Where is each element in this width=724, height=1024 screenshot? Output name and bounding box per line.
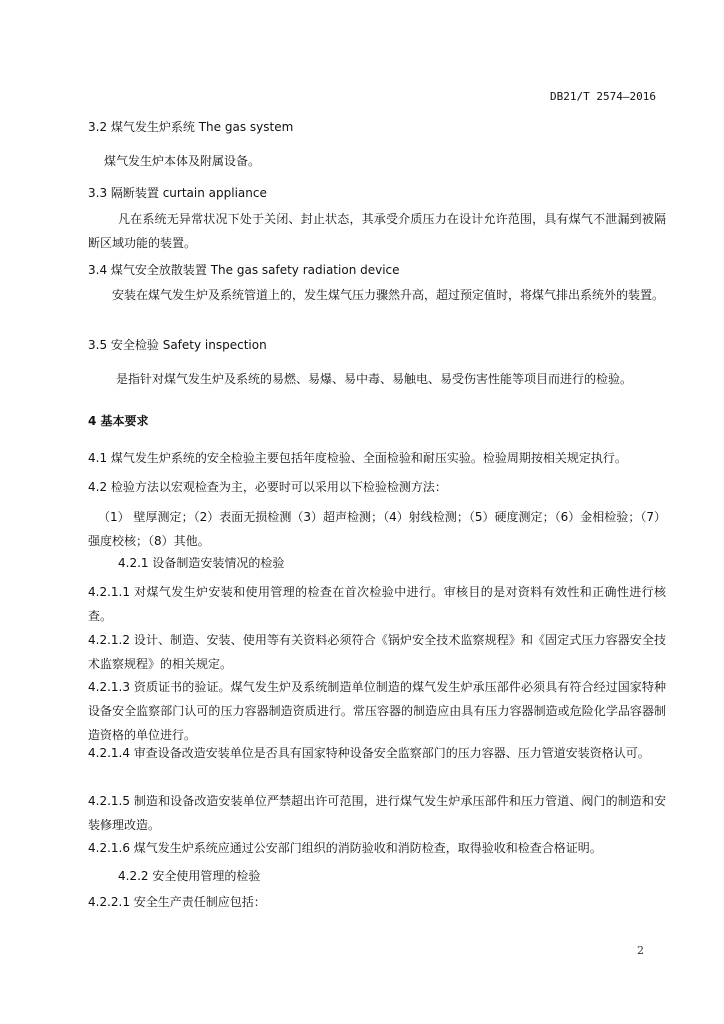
section-4-2-1-3-text: 4.2.1.3 资质证书的验证。煤气发生炉及系统制造单位制造的煤气发生炉承压部件必须具有符合经过国家特种设备安全监察部门认可的压力容器制造资质进行。常压容器的制造应由具有压力容器制造或危险化学品容器制造资格的单位进行。 [88, 680, 666, 742]
section-4-2-1-heading: 4.2.1 设备制造安装情况的检验 [118, 556, 285, 570]
section-3-3-heading: 3.3 隔断装置 curtain appliance [88, 186, 267, 200]
section-3-2-body: 煤气发生炉本体及附属设备。 [104, 154, 261, 168]
section-3-5-body: 是指针对煤气发生炉及系统的易燃、易爆、易中毒、易触电、易受伤害性能等项目而进行的检验。 [116, 372, 633, 386]
section-4-2-1-4-text: 4.2.1.4 审查设备改造安装单位是否具有国家特种设备安全监察部门的压力容器、压力管道安装资格认可。 [88, 746, 650, 760]
section-4-2-1-5-text: 4.2.1.5 制造和设备改造安装单位严禁超出许可范围，进行煤气发生炉承压部件和压力管道、阀门的制造和安装修理改造。 [88, 794, 666, 832]
section-4-2-1-1-text: 4.2.1.1 对煤气发生炉安装和使用管理的检查在首次检验中进行。审核目的是对资料有效性和正确性进行核查。 [88, 585, 666, 623]
section-4-heading: 4 基本要求 [88, 414, 149, 428]
section-4-2-1-6-text: 4.2.1.6 煤气发生炉系统应通过公安部门组织的消防验收和消防检查，取得验收和检查合格证明。 [88, 841, 602, 855]
section-4-1-text: 4.1 煤气发生炉系统的安全检验主要包括年度检验、全面检验和耐压实验。检验周期按相关规定执行。 [88, 451, 627, 465]
section-3-5-heading: 3.5 安全检验 Safety inspection [88, 338, 267, 352]
section-3-2-heading: 3.2 煤气发生炉系统 The gas system [88, 120, 294, 134]
section-3-4-heading: 3.4 煤气安全放散装置 The gas safety radiation device [88, 263, 400, 277]
standard-number: DB21/T 2574—2016 [550, 90, 656, 103]
page-number: 2 [637, 944, 644, 957]
section-4-2-methods: （1） 壁厚测定；（2）表面无损检测（3）超声检测；（4）射线检测；（5）硬度测定；（6）金相检验；（7）强度校核；（8）其他。 [88, 510, 666, 548]
section-3-4-body: 安装在煤气发生炉及系统管道上的，发生煤气压力骤然升高，超过预定值时，将煤气排出系统外的装置。 [112, 288, 665, 302]
section-4-2-2-heading: 4.2.2 安全使用管理的检验 [118, 869, 261, 883]
section-4-2-2-1-text: 4.2.2.1 安全生产责任制应包括： [88, 895, 266, 909]
section-3-3-body: 凡在系统无异常状况下处于关闭、封止状态，其承受介质压力在设计允许范围，具有煤气不泄漏到被隔断区域功能的装置。 [88, 212, 666, 250]
section-4-2-text: 4.2 检验方法以宏观检查为主，必要时可以采用以下检验检测方法： [88, 480, 447, 494]
section-4-2-1-2-text: 4.2.1.2 设计、制造、安装、使用等有关资料必须符合《锅炉安全技术监察规程》和《固定式压力容器安全技术监察规程》的相关规定。 [88, 633, 666, 671]
